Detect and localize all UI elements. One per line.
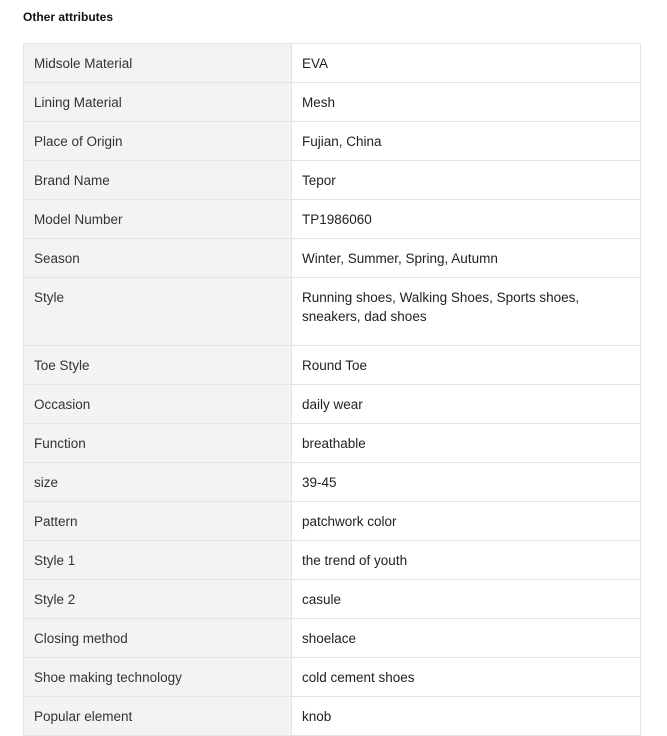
attribute-key: Style 2	[24, 580, 292, 619]
attribute-value: knob	[292, 697, 641, 736]
attribute-value: Tepor	[292, 161, 641, 200]
attribute-key: Style 1	[24, 541, 292, 580]
attribute-key: size	[24, 463, 292, 502]
table-row	[24, 424, 641, 463]
attribute-value: shoelace	[292, 619, 641, 658]
attribute-key: Place of Origin	[24, 122, 292, 161]
table-row	[24, 239, 641, 278]
table-row	[24, 619, 641, 658]
attribute-key: Midsole Material	[24, 44, 292, 83]
attribute-value: breathable	[292, 424, 641, 463]
attribute-key: Toe Style	[24, 346, 292, 385]
table-row	[24, 122, 641, 161]
attribute-value: patchwork color	[292, 502, 641, 541]
attribute-key: Popular element	[24, 697, 292, 736]
table-row	[24, 44, 641, 83]
table-row	[24, 385, 641, 424]
attribute-value: Winter, Summer, Spring, Autumn	[292, 239, 641, 278]
attribute-value: TP1986060	[292, 200, 641, 239]
attribute-key: Style	[24, 278, 292, 346]
attribute-key: Lining Material	[24, 83, 292, 122]
section-title: Other attributes	[23, 10, 114, 24]
attribute-key: Function	[24, 424, 292, 463]
attribute-value: the trend of youth	[292, 541, 641, 580]
table-row	[24, 83, 641, 122]
attribute-value: Round Toe	[292, 346, 641, 385]
table-row	[24, 502, 641, 541]
attribute-value: casule	[292, 580, 641, 619]
attribute-value: 39-45	[292, 463, 641, 502]
attribute-key: Pattern	[24, 502, 292, 541]
attribute-value: cold cement shoes	[292, 658, 641, 697]
table-row	[24, 580, 641, 619]
attribute-key: Brand Name	[24, 161, 292, 200]
table-row	[24, 278, 641, 346]
table-row	[24, 161, 641, 200]
attribute-key: Shoe making technology	[24, 658, 292, 697]
attribute-value: Fujian, China	[292, 122, 641, 161]
table-row	[24, 541, 641, 580]
attribute-key: Closing method	[24, 619, 292, 658]
attribute-value: Running shoes, Walking Shoes, Sports shoes, sneakers, dad shoes	[292, 278, 641, 346]
attribute-value: daily wear	[292, 385, 641, 424]
table-row	[24, 346, 641, 385]
attribute-key: Season	[24, 239, 292, 278]
attribute-key: Occasion	[24, 385, 292, 424]
attribute-value: Mesh	[292, 83, 641, 122]
table-row	[24, 658, 641, 697]
attribute-key: Model Number	[24, 200, 292, 239]
table-row	[24, 463, 641, 502]
table-row	[24, 200, 641, 239]
attributes-table	[23, 43, 641, 736]
attribute-value: EVA	[292, 44, 641, 83]
